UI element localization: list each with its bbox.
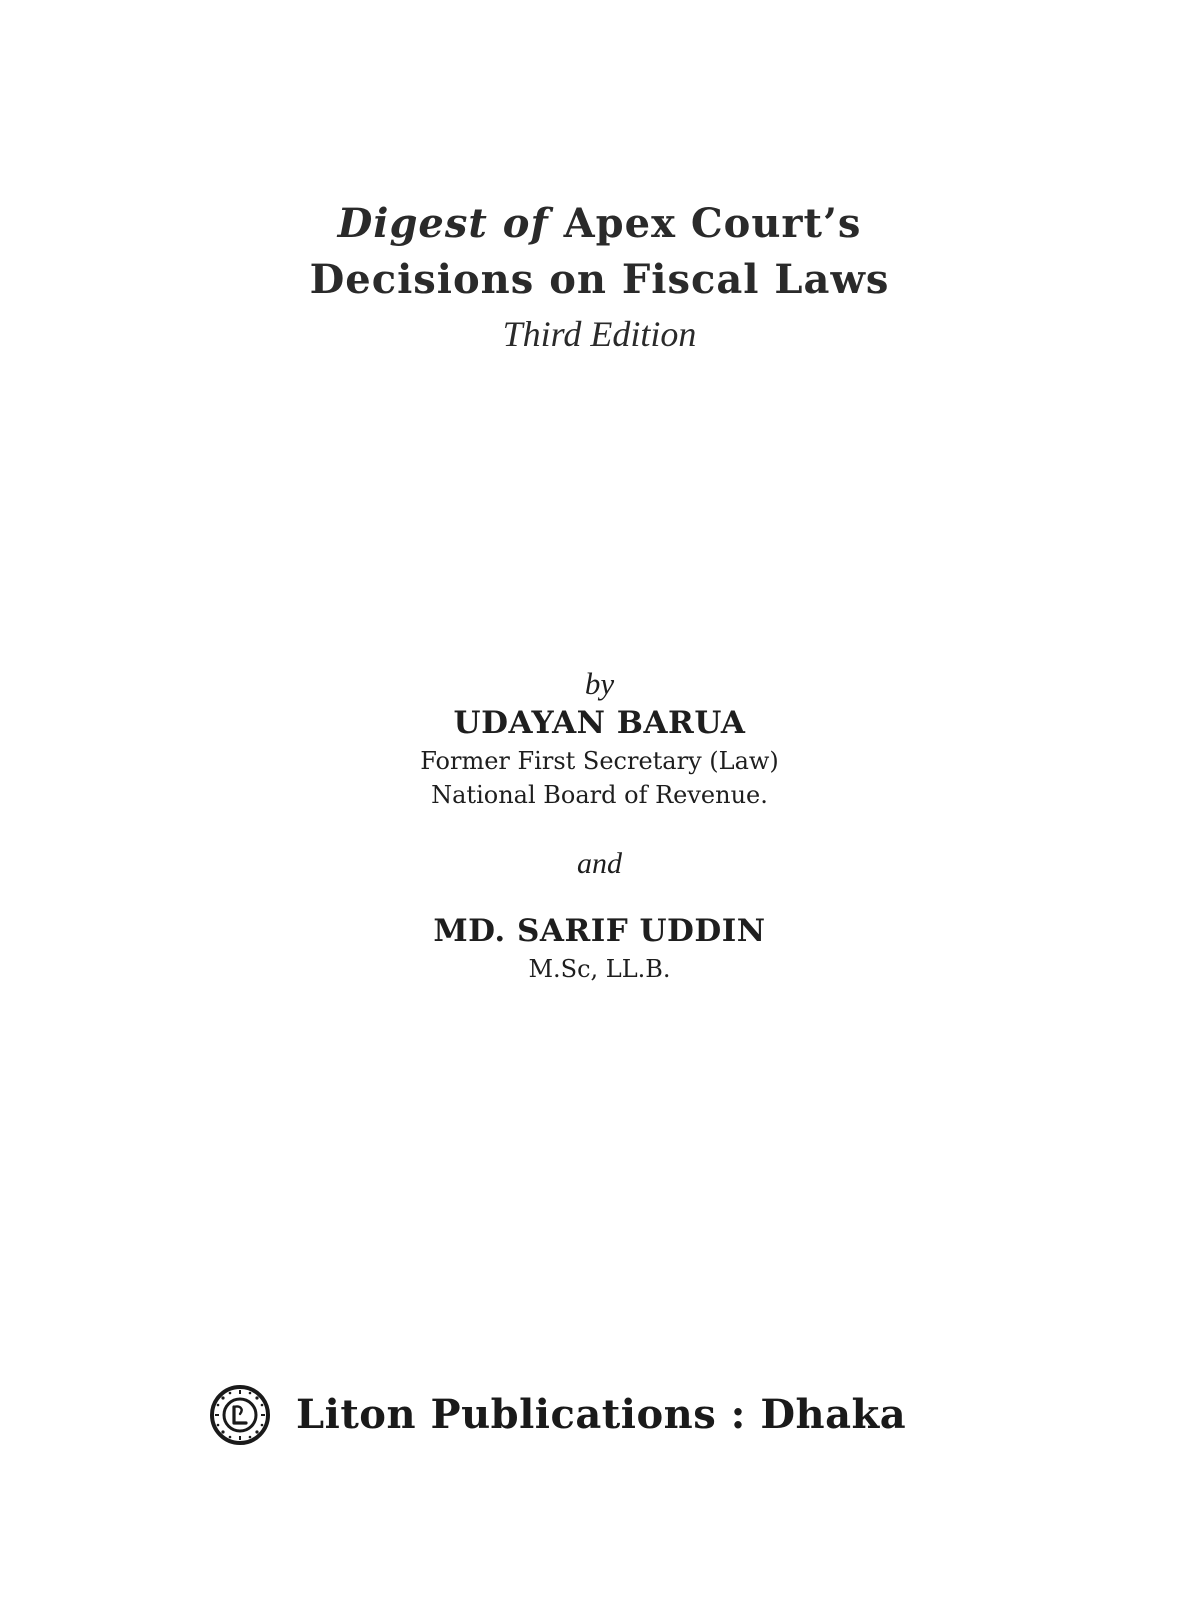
conjunction-label: and — [577, 847, 622, 880]
book-title-block — [0, 196, 1199, 356]
liton-publications-seal-icon — [210, 1385, 270, 1445]
author-2-name: MD. SARIF UDDIN — [433, 913, 766, 949]
book-title-line-2: Decisions on Fiscal Laws — [309, 256, 890, 303]
author-1-name: UDAYAN BARUA — [453, 705, 746, 741]
publisher-name: Liton Publications : Dhaka — [296, 1391, 907, 1438]
author-1-affiliation-line-1: Former First Secretary (Law) — [420, 747, 779, 775]
publisher-imprint — [210, 1383, 906, 1447]
book-title-italic-part: Digest of — [337, 200, 549, 247]
author-2-qualification: M.Sc, LL.B. — [528, 955, 671, 983]
book-title-part: Apex Court’s — [563, 200, 862, 247]
edition-label: Third Edition — [502, 314, 697, 354]
by-label: by — [584, 666, 615, 701]
book-title-line-1 — [0, 196, 1199, 252]
authors-block — [0, 666, 1199, 986]
author-1-affiliation-line-2: National Board of Revenue. — [431, 781, 768, 809]
